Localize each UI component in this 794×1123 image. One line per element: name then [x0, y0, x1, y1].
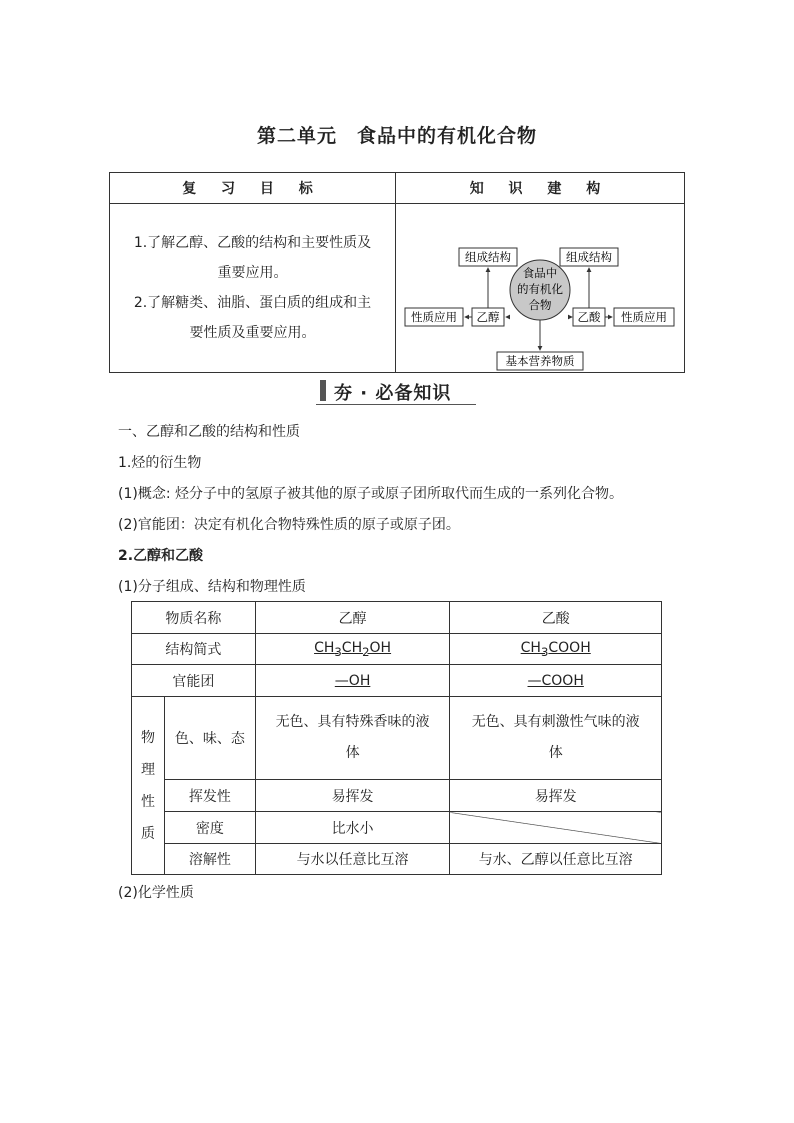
left-structure-label: 组成结构 [465, 250, 511, 264]
appearance-ethanol-line2: 体 [345, 745, 360, 761]
group-acetic [450, 665, 662, 697]
volatility-acetic: 易挥发 [450, 780, 662, 812]
paragraph-concept: (1)概念: 烃分子中的氢原子被其他的原子或原子团所取代而生成的一系列化合物。 [118, 486, 623, 502]
appearance-ethanol [255, 697, 450, 780]
appearance-ethanol-line1: 无色、具有特殊香味的液 [275, 714, 430, 730]
density-acetic-empty [450, 812, 662, 844]
phys-char-4: 质 [140, 825, 155, 842]
formula-ethanol-part3: OH [369, 639, 392, 656]
section-banner [316, 377, 476, 405]
row-label-solubility: 溶解性 [164, 844, 255, 875]
header-acetic-acid: 乙酸 [450, 602, 662, 634]
right-application-label: 性质应用 [621, 310, 667, 324]
group-ethanol-text: —OH [334, 672, 371, 689]
phys-char-3: 性 [140, 793, 155, 810]
review-goals-header: 复 习 目 标 [110, 173, 396, 204]
formula-acetic-part1: CH [520, 639, 541, 656]
row-label-appearance: 色、味、态 [164, 697, 255, 780]
phys-char-2: 理 [140, 761, 155, 778]
paragraph-physical: (1)分子组成、结构和物理性质 [118, 579, 306, 595]
row-label-formula: 结构简式 [132, 634, 256, 665]
knowledge-map-diagram [396, 204, 684, 372]
group-ethanol [255, 665, 450, 697]
appearance-acetic [450, 697, 662, 780]
formula-ethanol-sub1: 3 [334, 644, 342, 659]
header-ethanol: 乙醇 [255, 602, 450, 634]
knowledge-map-cell [396, 204, 685, 373]
properties-table [131, 601, 662, 875]
goal-1-line-1: 1.了解乙醇、乙酸的结构和主要性质及 [133, 235, 372, 251]
phys-char-1: 物 [140, 729, 155, 746]
center-label-2: 的有机化 [517, 282, 563, 296]
formula-ethanol-sub2: 2 [362, 644, 370, 659]
goal-2-line-1: 2.了解糖类、油脂、蛋白质的组成和主 [133, 295, 372, 311]
acetic-acid-label: 乙酸 [577, 310, 601, 324]
overview-table [109, 172, 685, 373]
row-label-volatility: 挥发性 [164, 780, 255, 812]
goal-2-line-2: 要性质及重要应用。 [189, 325, 316, 341]
density-ethanol: 比水小 [255, 812, 450, 844]
formula-acetic-part2: COOH [548, 639, 591, 656]
physical-properties-label [132, 697, 165, 875]
knowledge-map-header: 知 识 建 构 [396, 173, 685, 204]
solubility-ethanol: 与水以任意比互溶 [255, 844, 450, 875]
paragraph-chemical: (2)化学性质 [118, 885, 194, 901]
row-label-functional-group: 官能团 [132, 665, 256, 697]
row-label-density: 密度 [164, 812, 255, 844]
formula-acetic [450, 634, 662, 665]
heading-1: 一、乙醇和乙酸的结构和性质 [118, 424, 300, 440]
left-application-label: 性质应用 [411, 310, 457, 324]
ethanol-label: 乙醇 [476, 310, 500, 324]
banner-bar [320, 380, 326, 401]
appearance-acetic-line2: 体 [548, 745, 563, 761]
review-goals [110, 204, 396, 373]
heading-1-1: 1.烃的衍生物 [118, 455, 202, 471]
solubility-acetic: 与水、乙醇以任意比互溶 [450, 844, 662, 875]
center-label-1: 食品中 [522, 266, 558, 280]
right-structure-label: 组成结构 [566, 250, 612, 264]
header-substance-name: 物质名称 [132, 602, 256, 634]
heading-1-2: 2.乙醇和乙酸 [118, 548, 204, 564]
appearance-acetic-line1: 无色、具有刺激性气味的液 [471, 714, 640, 730]
formula-ethanol [255, 634, 450, 665]
page-title: 第二单元 食品中的有机化合物 [256, 125, 537, 147]
center-label-3: 合物 [528, 298, 552, 312]
paragraph-functional-group: (2)官能团：决定有机化合物特殊性质的原子或原子团。 [118, 517, 460, 533]
formula-ethanol-part1: CH [314, 639, 335, 656]
nutrients-label: 基本营养物质 [505, 354, 575, 368]
volatility-ethanol: 易挥发 [255, 780, 450, 812]
formula-ethanol-part2: CH [341, 639, 363, 656]
section-banner-text: 夯 · 必备知识 [334, 383, 452, 404]
goal-1-line-2: 重要应用。 [217, 265, 288, 281]
formula-acetic-sub1: 3 [540, 644, 549, 659]
group-acetic-text: —COOH [527, 672, 584, 689]
